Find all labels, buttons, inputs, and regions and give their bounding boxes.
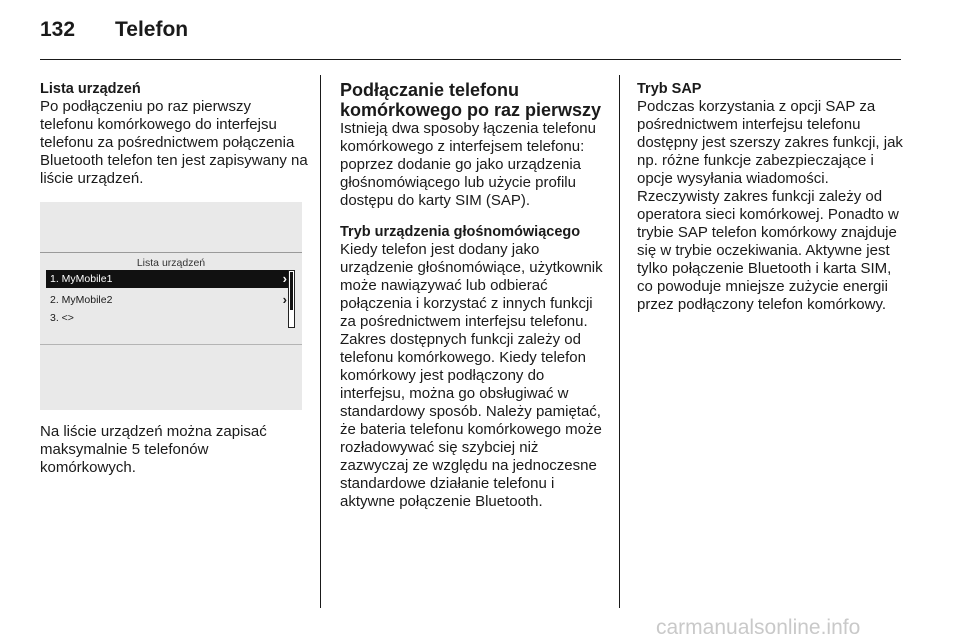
- device-list-limit-paragraph: Na liście urządzeń można zapisać maksymalnie 5 telefonów komórkowych.: [40, 423, 267, 476]
- screen-title: Lista urządzeń: [136, 257, 206, 269]
- column-divider-2: [619, 75, 620, 608]
- page-title: Telefon: [115, 18, 189, 41]
- column-2: [340, 80, 608, 511]
- screen-list-item: [46, 309, 291, 327]
- screen-list-item: [46, 270, 291, 288]
- header-rule: [40, 59, 901, 60]
- watermark-text: carmanualsonline.info: [656, 616, 861, 639]
- column-1: [40, 80, 308, 477]
- screen-scrollbar: [288, 270, 295, 328]
- screen-bottom-rule: [40, 344, 302, 345]
- sap-mode-paragraph: Podczas korzystania z opcji SAP za pośrednictwem interfejsu telefonu dostępny jest szerszy zakres funkcji, jak np. różne funkcje zabezpieczające i opcje wysyłania wiadomości. Rzeczywisty zakres funkcji zależy od operatora sieci komórkowej. Ponadto w trybie SAP telefon komórkowy znajduje się w trybie oczekiwania. Aktywne jest tylko połączenie Bluetooth i karta SIM, co powoduje mniejsze zużycie energii przez podłączony telefon komórkowy.: [637, 98, 903, 313]
- device-list-screen-illustration: [40, 202, 302, 410]
- device-list-paragraph: Po podłączeniu po raz pierwszy telefonu komórkowego do interfejsu telefonu za pośrednictwem połączenia Bluetooth telefon ten jest zapisywany na liście urządzeń.: [40, 98, 308, 187]
- column-divider-1: [320, 75, 321, 608]
- screen-item-label: 1. MyMobile1: [50, 273, 113, 285]
- first-connection-paragraph: Istnieją dwa sposoby łączenia telefonu komórkowego z interfejsem telefonu: poprzez dodanie go jako urządzenia głośnomówiącego lub użycie profilu dostępu do karty SIM (SAP).: [340, 120, 596, 209]
- column-3: [637, 80, 905, 314]
- screen-list-item: [46, 291, 291, 309]
- chevron-right-icon: ›: [282, 292, 287, 307]
- screen-item-label: 2. MyMobile2: [50, 294, 113, 306]
- section-heading-sap-mode: Tryb SAP: [637, 81, 702, 97]
- section-heading-handsfree-mode: Tryb urządzenia głośnomówiącego: [340, 224, 581, 240]
- chevron-right-icon: ›: [282, 271, 287, 286]
- page-number: 132: [40, 18, 76, 41]
- screen-scrollbar-thumb: [290, 272, 293, 310]
- section-heading-first-connection: Podłączanie telefonu komórkowego po raz pierwszy: [340, 80, 602, 120]
- screen-top-rule: [40, 252, 302, 253]
- screen-item-label: 3. <>: [50, 312, 74, 324]
- section-heading-device-list: Lista urządzeń: [40, 81, 141, 97]
- handsfree-mode-paragraph: Kiedy telefon jest dodany jako urządzenie głośnomówiące, użytkownik może nawiązywać lub odbierać połączenia i korzystać z innych funkcji za pośrednictwem interfejsu telefonu. Zakres dostępnych funkcji zależy od telefonu komórkowego. Kiedy telefon komórkowy jest podłączony do interfejsu, można go obsługiwać w standardowy sposób. Należy pamiętać, że bateria telefonu komórkowego może rozładowywać się szybciej niż zazwyczaj ze względu na jednoczesne standardowe działanie telefonu i aktywne połączenie Bluetooth.: [340, 241, 603, 510]
